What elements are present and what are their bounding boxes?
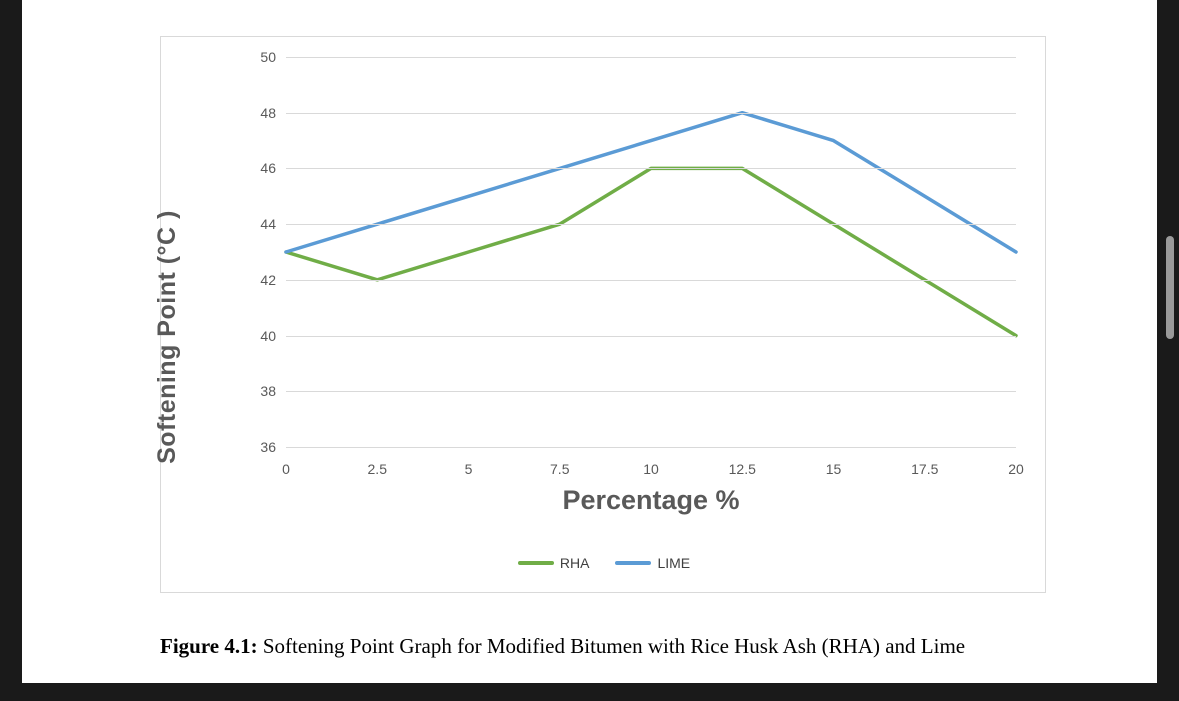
x-axis-tick-label: 10 <box>643 461 659 477</box>
legend-swatch-icon <box>615 561 651 565</box>
figure-caption-label: Figure 4.1: <box>160 634 258 658</box>
x-axis-tick-label: 5 <box>464 461 473 477</box>
scrollbar-track[interactable] <box>1165 0 1175 701</box>
figure-caption-text: Softening Point Graph for Modified Bitumen with Rice Husk Ash (RHA) and Lime <box>257 634 966 658</box>
x-axis-tick-label: 0 <box>282 461 290 477</box>
gridline <box>286 57 1016 58</box>
legend-swatch-icon <box>518 561 554 565</box>
gridline <box>286 113 1016 114</box>
chart-container <box>153 36 1046 593</box>
gridline <box>286 447 1016 448</box>
x-axis-tick-label: 7.5 <box>550 461 570 477</box>
gridline <box>286 168 1016 169</box>
series-line-rha <box>286 168 1016 335</box>
gridline <box>286 336 1016 337</box>
chart-series-lines <box>286 57 1016 447</box>
scrollbar-thumb[interactable] <box>1166 236 1174 339</box>
legend-label: RHA <box>559 555 590 571</box>
x-axis-tick-label: 2.5 <box>367 461 387 477</box>
document-page <box>22 0 1157 683</box>
x-axis-tick-label: 20 <box>1008 461 1024 477</box>
legend-item <box>615 555 690 571</box>
y-axis-tick-label: 40 <box>260 327 276 344</box>
y-axis-tick-label: 50 <box>260 49 276 65</box>
y-axis-tick-label: 44 <box>260 216 276 233</box>
y-axis-tick-label: 38 <box>260 383 276 400</box>
x-axis-tick-label: 17.5 <box>911 461 939 477</box>
series-line-lime <box>286 113 1016 252</box>
gridline <box>286 224 1016 225</box>
x-axis-tick-label: 15 <box>825 461 842 477</box>
gridline <box>286 280 1016 281</box>
chart-legend <box>161 555 1047 571</box>
x-axis-title: Percentage % <box>562 485 740 515</box>
legend-item <box>518 555 590 571</box>
x-axis-tick-label: 12.5 <box>728 461 756 477</box>
figure-caption <box>160 633 1060 660</box>
gridline <box>286 391 1016 392</box>
y-axis-title: Softening Point (°C ) <box>153 210 181 464</box>
plot-area <box>260 49 1024 477</box>
y-axis-tick-label: 48 <box>260 104 276 121</box>
y-axis-tick-label: 36 <box>260 439 276 455</box>
y-axis-tick-label: 42 <box>260 271 276 288</box>
y-axis-tick-label: 46 <box>260 160 276 177</box>
legend-label: LIME <box>657 555 691 571</box>
